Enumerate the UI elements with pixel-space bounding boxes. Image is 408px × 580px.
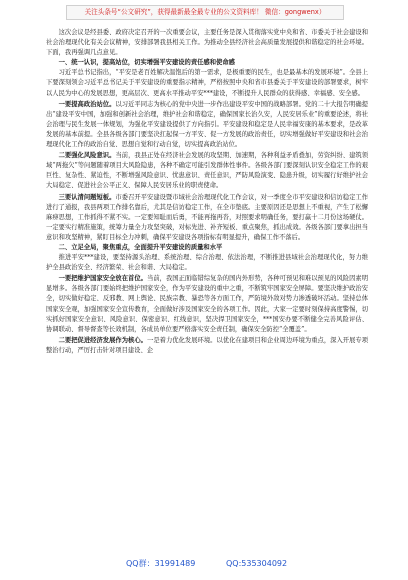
header-banner: 关注头条号“公文研究”，获得最新最全最专业的公文资料库！ 微信：gongwenx） bbox=[66, 5, 344, 20]
subsection-text: 一是着力优化发展环境。以优化在建项目和企业周边环境为重点，深入开展专项整治行动，严厉打击针对项目建设、企 bbox=[46, 336, 369, 354]
section-heading-1: 一、统一认识，提高站位，切实增强平安建设的责任感和使命感 bbox=[58, 59, 235, 67]
subsection-text: 当前，我国正面临错综复杂的国内外形势，各种可预见和难以预见的风险因素明显增多。各级各部门要始终把维护国家安全，作为平安建设的重中之重，不断筑牢国家安全屏障。要坚决维护政治安全，切实做好稳定、反邪教、网上舆论、民族宗教、暴恐等各方面工作，严防境外敌对势力渗透破坏活动。坚持总体国家安全观，加强国家安全宣传教育，全面做好涉及国家安全的各项工作。因此，大家一定要时刻保持高度警惕，切实抓好国家安全意识、风险意识、保密意识、红线意识，坚决捍卫国家安全，***国安办要不断健全完善风险评估、协调联动、督导督查等长效机制，各成员单位要严格落实安全责任制，确保安全防控“全覆盖”。 bbox=[46, 275, 369, 333]
document-body bbox=[46, 28, 368, 356]
section-heading-2: 二、立足全局，聚焦重点，全面提升平安建设的质量和水平 bbox=[58, 243, 223, 251]
subsection-lead: 三要认清问题短板。 bbox=[58, 193, 116, 201]
subsection-national-security bbox=[46, 274, 368, 335]
subsection-lead: 一要提高政治站位。 bbox=[58, 100, 116, 108]
subsection-lead: 二要强化风险意识。 bbox=[58, 152, 116, 160]
paragraph-section2-intro: 推进平安***建设，要坚持源头治理、系统治理、综合治理、依法治理，不断推进县域社会治理现代化，努力维护全县政治安全、经济繁荣、社会和谐、大局稳定。 bbox=[46, 254, 368, 272]
footer-contact bbox=[0, 556, 408, 572]
qq-number-label: QQ:535304092 bbox=[226, 559, 288, 568]
subsection-risk-awareness bbox=[46, 151, 368, 191]
subsection-political-stance bbox=[46, 100, 368, 150]
subsection-text: 当前，我县正处在经济社会发展的攻坚期、加速期，各种利益矛盾叠加，劳资纠纷、建筑领域“两拖欠”等问题随着项目大风险隐患，各种不确定可能引发群体性事件。各级各部门要深刻认识安全稳定工作的艰巨性、复杂性、紧迫性，不断增强风险意识、忧患意识、责任意识，严防风险演变、隐患升级，切实履行好维护社会大局稳定、促进社会公平正义、保障人民安居乐业的职责使命。 bbox=[46, 152, 369, 190]
paragraph-section1-intro: 习近平总书记指出，“平安是老百姓解决温饱后的第一需求，是极重要的民生，也是最基本的发展环境”。全县上下要深刻领会习近平总书记关于平安建设的重要指示精神，严格按照中央和省市县委关于平安建设的部署要求，树牢以人民为中心的发展思想，更高层次、更高水平推动平安***建设，不断提升人民群众的获得感、幸福感、安全感。 bbox=[46, 69, 368, 97]
subsection-text: 市委召开平安建设暨市域社会治理现代化工作会议，对一季度全市平安建设和信访稳定工作进行了通报，我县两项工作排名靠后，尤其是信访稳定工作，在全市垫底。主要原因还是思想上不重视，产生了松懈麻痹思想，工作抓得不紧不实。一定要知耻而后勇，不能再拖再沓，对照要求明确任务，要打赢十二月份这场硬仗。一定要实行精准施策，统筹力量全力攻坚突破，对标先进、补齐短板、重点聚焦，抓出成效。各级各部门要拿出担当意识和攻坚精神，紧盯目标全力冲刺，确保平安建设各项指标有明显提升，确保工作不落后。 bbox=[46, 193, 369, 241]
subsection-lead: 一要把维护国家安全放在首位。 bbox=[58, 275, 148, 283]
qq-group-label: QQ群：31991489 bbox=[126, 559, 196, 568]
subsection-text: 以习近平同志为核心的党中央进一步作出建设平安中国的战略部署。党的二十大报告明确提出“建设平安中国，加强和创新社会治理，维护社会和谐稳定，确保国家长治久安，人民安居乐业”的重要论述，将社会治理与民生发展一体规划，为强化平安建设提供了方向指引。平安建设和稳定是人民幸福安康的基本要求，是改革发展的基本前提。全县各级各部门要坚决扛起保一方平安、促一方发展的政治责任，切实增强做好平安建设和社会治理现代化工作的政治自觉、思想自觉和行动自觉，切实提高政治站位。 bbox=[46, 100, 369, 149]
subsection-lead: 二要把促进经济发展作为核心。 bbox=[58, 336, 148, 344]
subsection-economic-development bbox=[46, 336, 368, 356]
paragraph-intro: 这次会议是经县委、政府决定召开的一次重要会议，主要任务是深入贯彻落实党中央和省、市委关于社会建设和社会治理现代化有关会议精神，安排部署我县相关工作。为推动全县经济社会高质量发展提供和谐稳定的社会环境。下面，我再强调几点意见。 bbox=[46, 29, 368, 57]
subsection-problem-shortcomings bbox=[46, 193, 368, 243]
